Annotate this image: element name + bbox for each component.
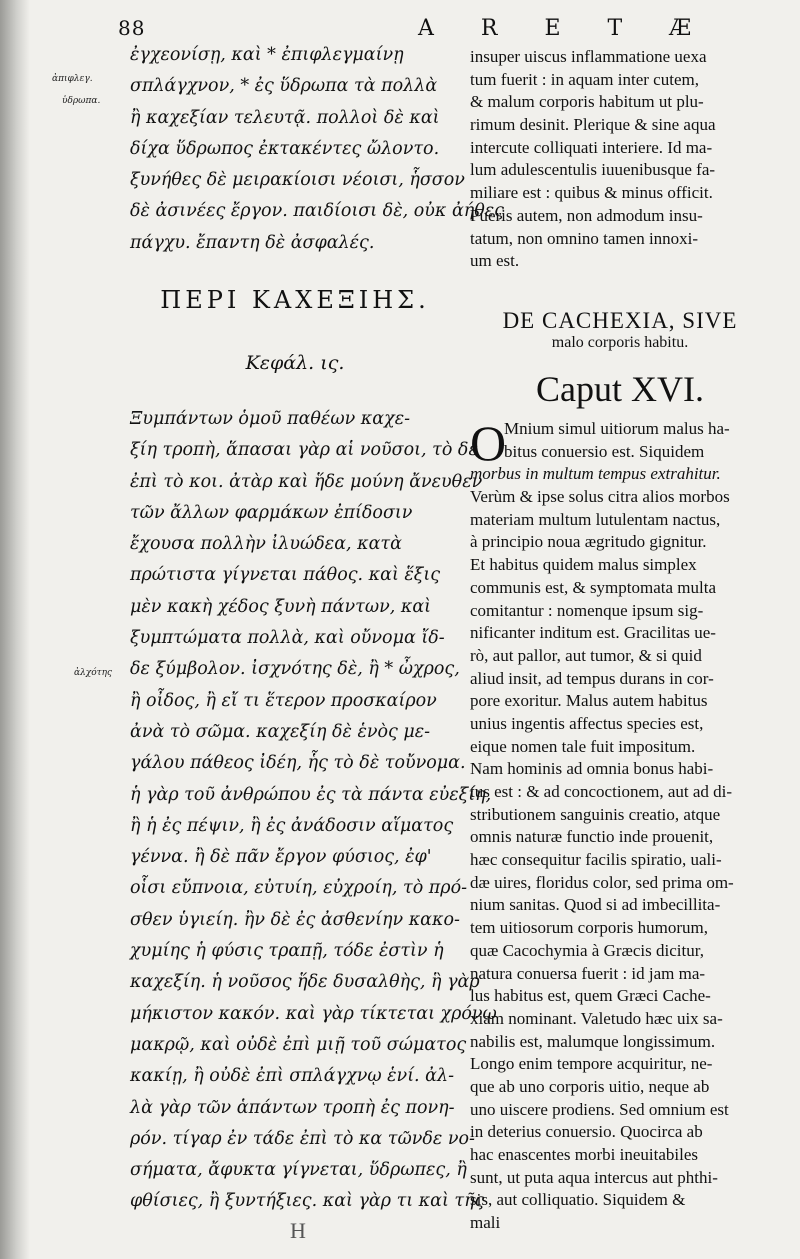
- text-line: ἡ γὰρ τοῦ ἀνθρώπου ἐς τὰ πάντα εὐεξίη,: [130, 784, 492, 805]
- drop-cap-initial: O: [470, 415, 507, 471]
- text-line: nificanter inditum est. Gracilitas ue-: [470, 623, 716, 643]
- text-line: communis est, & symptomata multa: [470, 577, 717, 597]
- text-line: Pueris autem, non admodum insu-: [470, 205, 703, 225]
- text-line: ἀνὰ τὸ σῶμα. καχεξίη δὲ ἑνὸς με-: [130, 721, 431, 742]
- text-line: κακίῃ, ἢ οὐδὲ ἐπὶ σπλάγχνῳ ἑνί. ἀλ-: [130, 1066, 454, 1087]
- text-line: nabilis est, malumque longissimum.: [470, 1031, 716, 1051]
- text-line: sunt, ut puta aqua intercus aut phthi-: [470, 1167, 718, 1187]
- text-line: morbus in multum tempus extrahitur.: [470, 464, 721, 484]
- text-line: in deterius conuersio. Quocirca ab: [470, 1122, 703, 1142]
- text-line: γέννα. ἢ δὲ πᾶν ἔργον φύσιος, ἐφ': [130, 847, 432, 868]
- text-line: σπλάγχνον, * ἐς ὕδρωπα τὰ πολλὰ: [130, 76, 438, 97]
- text-line: Longo enim tempore acquiritur, ne-: [470, 1054, 713, 1074]
- text-line: Et habitus quidem malus simplex: [470, 555, 697, 575]
- text-line: stributionem sanguinis creatio, atque: [470, 804, 721, 824]
- latin-intro-text: [470, 46, 770, 273]
- text-line: um est.: [470, 251, 520, 271]
- text-line: καχεξίη. ἡ νοῦσος ἥδε δυσαλθὴς, ἣ γὰρ: [130, 972, 480, 993]
- text-line: xiam nominant. Valetudo hæc uix sa-: [470, 1008, 723, 1028]
- text-line: nium sanitas. Quod si ad imbecillita-: [470, 895, 721, 915]
- text-line: à principio noua ægritudo gignitur.: [470, 532, 707, 552]
- text-line: que ab uno corporis uitio, neque ab: [470, 1076, 710, 1096]
- text-line: sis, aut colliquatio. Siquidem &: [470, 1190, 686, 1210]
- margin-note: ἀπιφλεγ.: [52, 74, 93, 84]
- text-line: quæ Cacochymia à Græcis dicitur,: [470, 940, 704, 960]
- text-line: unius ingentis affectus species est,: [470, 713, 704, 733]
- margin-note: ἀλχότης: [74, 668, 113, 678]
- latin-chapter-subtitle: malo corporis habitu.: [551, 334, 689, 351]
- text-line: uno uiscere prodiens. Sed omnium est: [470, 1099, 729, 1119]
- text-line: μὲν κακὴ χέδος ξυνὴ πάντων, καὶ: [130, 596, 432, 617]
- latin-body-text: [470, 415, 770, 1235]
- text-line: tum fuerit : in aquam inter cutem,: [470, 69, 699, 89]
- latin-chapter-title: DE CACHEXIA, SIVE: [502, 308, 738, 333]
- page-gutter-shadow: [0, 0, 30, 1259]
- text-line: ξυμπτώματα πολλὰ, καὶ οὔνομα ἴδ-: [130, 628, 445, 649]
- text-line: Verùm & ipse solus citra alios morbos: [470, 487, 730, 507]
- text-line: aliud insit, ad tempus durans in cor-: [470, 668, 714, 688]
- text-line: lum adulescentulis iuuenibusque fa-: [470, 160, 716, 180]
- text-line: natura conuersa fuerit : id jam ma-: [470, 963, 706, 983]
- text-line: οἷσι εὔπνοια, εὐτυίη, εὐχροίη, τὸ πρό-: [130, 878, 468, 899]
- text-line: μήκιστον κακόν. καὶ γὰρ τίκτεται χρόνῳ: [130, 1003, 497, 1024]
- text-line: ξυνήθες δὲ μειρακίοισι νέοισι, ἧσσον: [130, 170, 465, 191]
- text-line: rò, aut pallor, aut tumor, & si quid: [470, 645, 702, 665]
- text-line: δίχα ὕδρωπος ἐκτακέντες ὤλοντο.: [130, 138, 440, 159]
- text-line: πρώτιστα γίγνεται πάθος. καὶ ἕξις: [130, 565, 441, 586]
- latin-chapter-number: Caput XVI.: [536, 369, 704, 409]
- text-line: Mnium simul uitiorum malus ha-: [504, 419, 730, 438]
- text-line: intercute colliquati interiere. Id ma-: [470, 137, 713, 157]
- text-line: miliare est : quibus & minus officit.: [470, 183, 713, 203]
- text-line: tem uitiosorum corporis humorum,: [470, 918, 708, 938]
- margin-note: ὑδρωπα.: [62, 96, 101, 106]
- text-line: δε ξύμβολον. ἰσχνότης δὲ, ἢ * ὦχρος,: [130, 659, 460, 680]
- text-line: comitantur : nomenque ipsum sig-: [470, 600, 704, 620]
- text-line: lus habitus est, quem Græci Cache-: [470, 986, 711, 1006]
- text-line: φθίσιες, ἢ ξυντήξιες. καὶ γὰρ τι καὶ τῆς: [130, 1191, 485, 1212]
- text-line: rimum desinit. Plerique & sine aqua: [470, 115, 716, 135]
- text-line: insuper uiscus inflammatione uexa: [470, 47, 707, 66]
- text-line: mali: [470, 1213, 501, 1233]
- text-line: ἢ καχεξίαν τελευτᾷ. πολλοὶ δὲ καὶ: [130, 107, 440, 128]
- text-line: σθεν ὑγιείη. ἢν δὲ ἐς ἀσθενίην κακο-: [130, 909, 460, 930]
- text-line: tatum, non omnino tamen innoxi-: [470, 228, 699, 248]
- text-line: λὰ γὰρ τῶν ἁπάντων τροπὴ ἐς πονη-: [130, 1097, 455, 1118]
- text-line: ξίη τροπὴ, ἅπασαι γὰρ αἱ νοῦσοι, τὸ δὲ: [130, 440, 478, 461]
- text-line: δὲ ἀσινέες ἔργον. παιδίοισι δὲ, οὐκ ἀήθες: [130, 201, 504, 222]
- text-line: tus est : & ad concoctionem, aut ad di-: [470, 782, 733, 801]
- text-line: & malum corporis habitum ut plu-: [470, 92, 704, 112]
- text-line: hac enascentes morbi ineuitabiles: [470, 1145, 698, 1164]
- signature-mark: H: [290, 1218, 306, 1243]
- text-line: ἢ οἶδος, ἢ εἴ τι ἕτερον προσκαίρον: [130, 690, 437, 711]
- text-line: τῶν ἄλλων φαρμάκων ἐπίδοσιν: [130, 502, 413, 523]
- running-head: A R E T Æ: [418, 16, 712, 41]
- text-line: πάγχυ. ἔπαντη δὲ ἀσφαλές.: [130, 232, 375, 253]
- text-line: ἔχουσα πολλὴν ἰλυώδεα, κατὰ: [130, 534, 402, 555]
- text-line: eique nomen tale fuit impositum.: [470, 736, 696, 756]
- text-line: μακρῷ, καὶ οὐδὲ ἐπὶ μιῇ τοῦ σώματος: [130, 1034, 467, 1055]
- text-line: dæ uires, floridus color, sed prima om-: [470, 872, 734, 892]
- text-line: hæc consequitur facilis spiratio, uali-: [470, 850, 722, 870]
- greek-intro-text: [130, 40, 504, 259]
- text-line: ἐγχεονίσῃ, καὶ * ἐπιφλεγμαίνῃ: [130, 45, 404, 65]
- greek-body-text: [130, 404, 497, 1218]
- text-line: Ξυμπάντων ὁμοῦ παθέων καχε-: [130, 409, 410, 429]
- text-line: ἐπὶ τὸ κοι. ἀτὰρ καὶ ἥδε μούνη ἄνευθεν: [130, 471, 483, 492]
- text-line: χυμίης ἡ φύσις τραπῇ, τόδε ἐστὶν ἡ: [130, 941, 444, 962]
- text-line: ἢ ἡ ἐς πέψιν, ἢ ἐς ἀνάδοσιν αἵματος: [130, 815, 454, 836]
- text-line: σήματα, ἄφυκτα γίγνεται, ὕδρωπες, ἢ: [130, 1160, 467, 1181]
- text-line: pore exoritur. Malus autem habitus: [470, 691, 708, 711]
- text-line: bitus conuersio est. Siquidem: [504, 441, 705, 461]
- text-line: Nam hominis ad omnia bonus habi-: [470, 759, 714, 779]
- text-line: γάλου πάθεος ἰδέη, ἧς τὸ δὲ τοὔνομα.: [130, 753, 466, 774]
- text-line: ρόν. τίγαρ ἐν τάδε ἐπὶ τὸ κα τῶνδε νο-: [130, 1128, 475, 1149]
- greek-chapter-title: ΠΕΡΙ ΚΑΧΕΞΙΗΣ.: [160, 286, 430, 314]
- page-number: 88: [118, 16, 146, 40]
- greek-chapter-number: Κεφάλ. ις.: [245, 352, 345, 374]
- text-line: omnis naturæ functio inde prouenit,: [470, 827, 714, 847]
- text-line: materiam multum lutulentam nactus,: [470, 509, 721, 529]
